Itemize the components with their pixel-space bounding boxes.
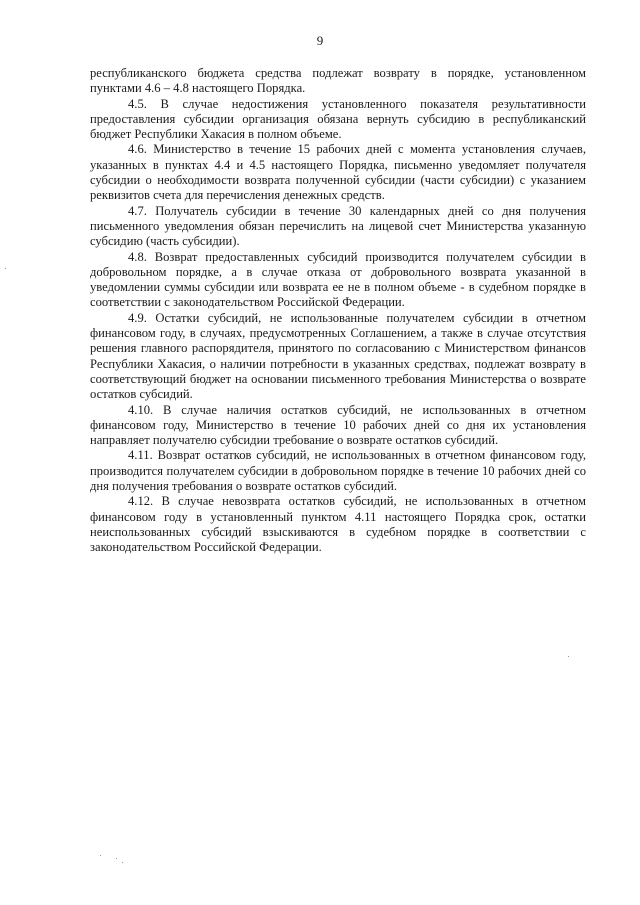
paragraph-4-12: 4.12. В случае невозврата остатков субсидий, не использованных в отчетном финансовом году в установленный пунктом 4.11 настоящего Порядка срок, остатки неиспользованных субсидий взыскиваются в судебном порядке в соответствии с законодательством Российской Федерации.: [90, 494, 586, 555]
scan-speck: [5, 268, 6, 269]
paragraph-continuation: республиканского бюджета средства подлежат возврату в порядке, установленном пунктами 4.6 – 4.8 настоящего Порядка.: [90, 66, 586, 96]
document-body: [90, 66, 586, 556]
paragraph-4-5: 4.5. В случае недостижения установленного показателя результативности предоставления субсидии организация обязана вернуть субсидию в республиканский бюджет Республики Хакасия в полном объеме.: [90, 96, 586, 142]
scan-speck: [122, 862, 123, 863]
paragraph-4-11: 4.11. Возврат остатков субсидий, не использованных в отчетном финансовом году, производится получателем субсидии в добровольном порядке в течение 10 рабочих дней со дня получения требования о возврате остатков субсидий.: [90, 448, 586, 494]
paragraph-4-8: 4.8. Возврат предоставленных субсидий производится получателем субсидии в добровольном порядке, а в случае отказа от добровольного возврата указанной в уведомлении суммы субсидии или возврата ее не в полном объеме - в судебном порядке в соответствии с законодательством Российской Федерации.: [90, 249, 586, 310]
scan-speck: [116, 858, 117, 859]
scan-speck: [568, 656, 569, 657]
paragraph-4-6: 4.6. Министерство в течение 15 рабочих дней с момента установления случаев, указанных в пунктах 4.4 и 4.5 настоящего Порядка, письменно уведомляет получателя субсидии о необходимости возврата полученной субсидии (части субсидии) с указанием реквизитов счета для перечисления денежных средств.: [90, 142, 586, 203]
paragraph-4-10: 4.10. В случае наличия остатков субсидий, не использованных в отчетном финансовом году, Министерство в течение 10 рабочих дней со дня их установления направляет получателю субсидии требование о возврате остатков субсидий.: [90, 402, 586, 448]
scan-speck: [100, 855, 101, 856]
page-number: 9: [316, 33, 324, 48]
paragraph-4-7: 4.7. Получатель субсидии в течение 30 календарных дней со дня получения письменного уведомления обязан перечислить на лицевой счет Министерства указанную субсидию (часть субсидии).: [90, 203, 586, 249]
paragraph-4-9: 4.9. Остатки субсидий, не использованные получателем субсидии в отчетном финансовом году, в случаях, предусмотренных Соглашением, а также в случае отсутствия решения главного распорядителя, принятого по согласованию с Министерством финансов Республики Хакасия, о наличии потребности в указанных средствах, подлежат возврату в соответствующий бюджет на основании письменного требования Министерства о возврате остатков субсидий.: [90, 310, 586, 402]
